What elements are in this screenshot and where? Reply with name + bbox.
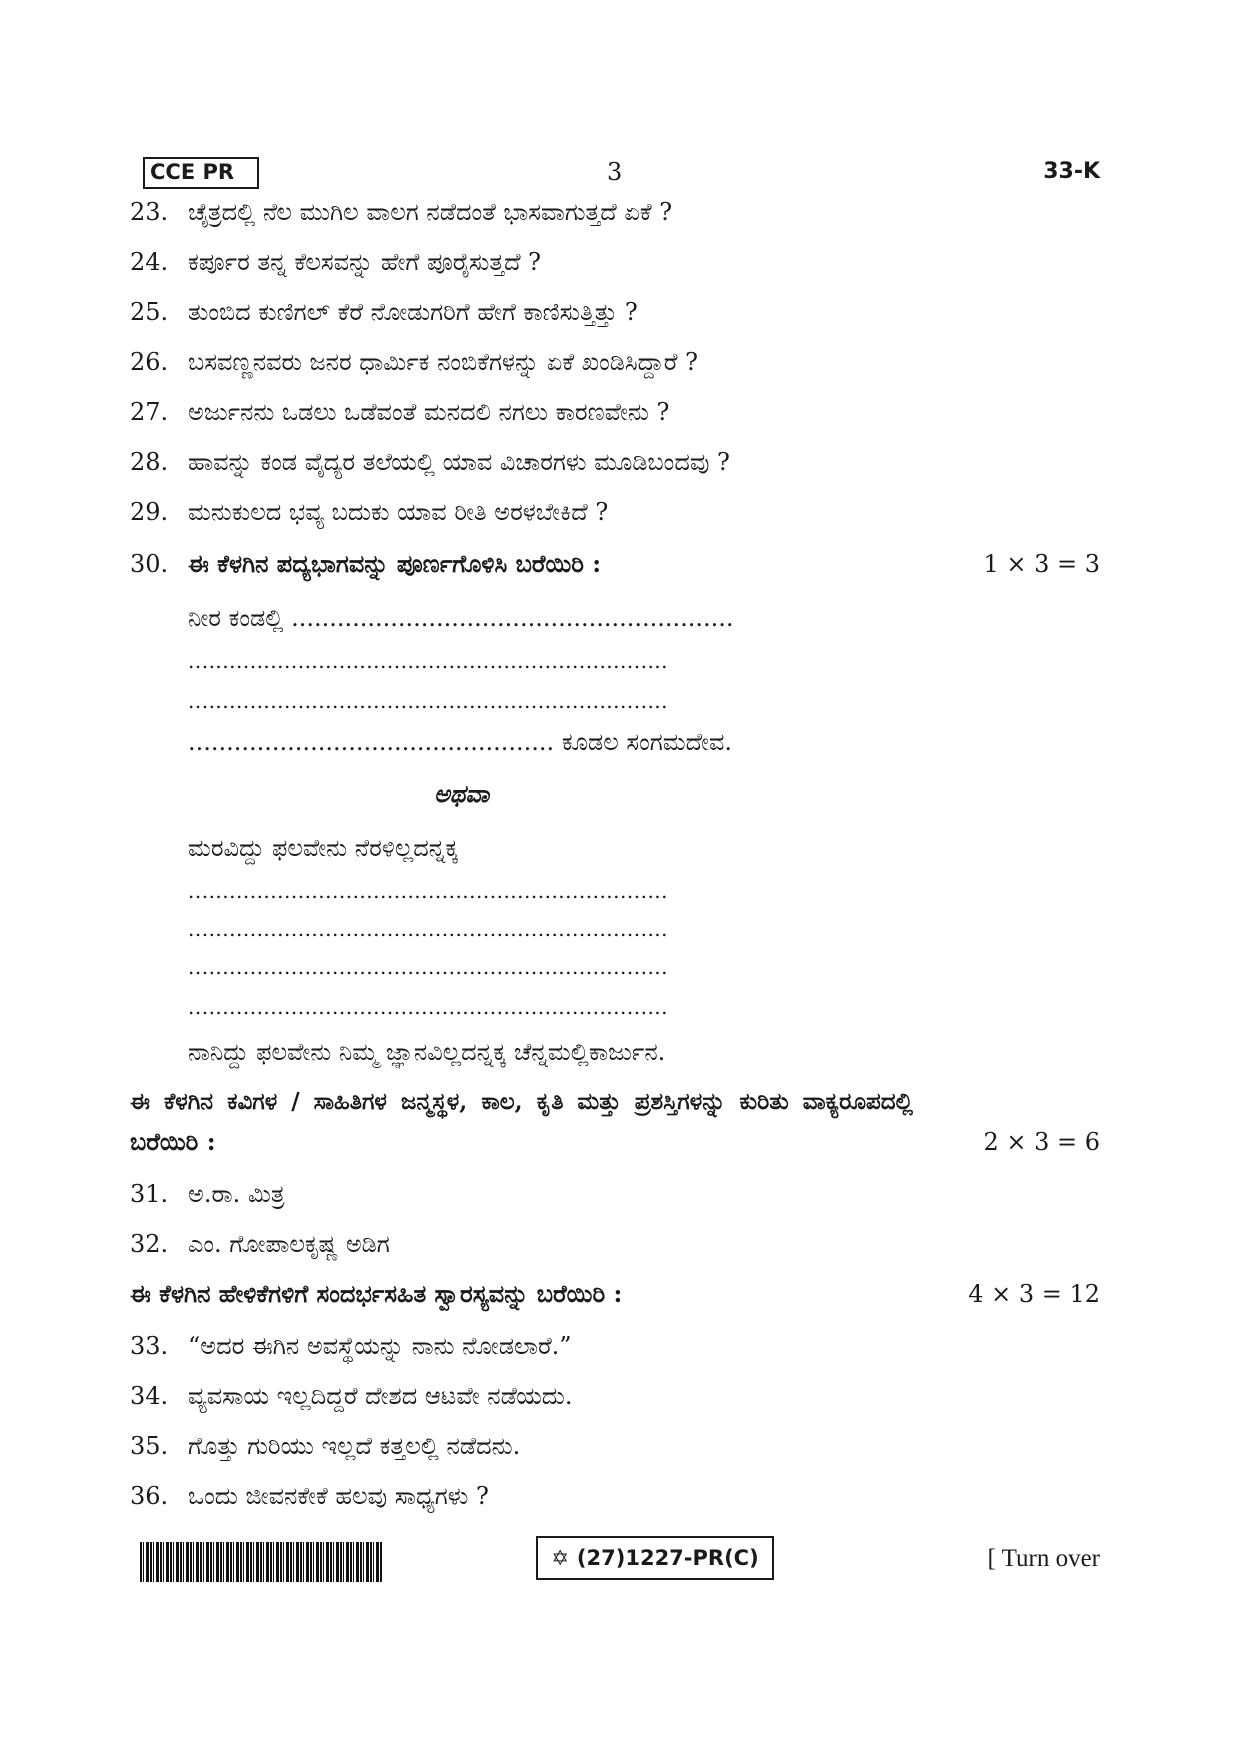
blank-line: ......................................................................: [188, 995, 669, 1019]
blank-line: ......................................................................: [188, 879, 669, 903]
question-text: ಚೈತ್ರದಲ್ಲಿ ನೆಲ ಮುಗಿಲ ವಾಲಗ ನಡೆದಂತೆ ಭಾಸವಾಗುತ್ತದೆ ಏಕೆ ?: [188, 198, 673, 226]
question-text: ಕರ್ಪೂರ ತನ್ನ ಕೆಲಸವನ್ನು ಹೇಗೆ ಪೂರೈಸುತ್ತದೆ ?: [188, 248, 542, 276]
question-number: 35.: [130, 1432, 169, 1460]
question-text: ತುಂಬಿದ ಕುಣಿಗಲ್ ಕೆರೆ ನೋಡುಗರಿಗೆ ಹೇಗೆ ಕಾಣಿಸುತ್ತಿತ್ತು ?: [188, 298, 638, 326]
section-instruction: ಬರೆಯಿರಿ :: [130, 1127, 216, 1156]
question-text: ಎಂ. ಗೋಪಾಲಕೃಷ್ಣ ಅಡಿಗ: [188, 1230, 390, 1258]
paper-code-box: [536, 1536, 774, 1580]
question-text: ವ್ಯವಸಾಯ ಇಲ್ಲದಿದ್ದರೆ ದೇಶದ ಆಟವೇ ನಡೆಯದು.: [188, 1382, 573, 1410]
question-number: 33.: [130, 1332, 169, 1360]
blank-line: ......................................................................: [188, 689, 669, 713]
question-text: ಅ.ರಾ. ಮಿತ್ರ: [188, 1180, 285, 1208]
poem-line: ಮರವಿದ್ದು ಫಲವೇನು ನೆರಳಿಲ್ಲದನ್ನಕ್ಕ: [188, 834, 459, 862]
question-number: 23.: [130, 198, 169, 226]
question-number: 36.: [130, 1482, 169, 1510]
question-number: 34.: [130, 1382, 169, 1410]
blank-line: ......................................................................: [188, 955, 669, 979]
question-number: 32.: [130, 1230, 169, 1258]
paper-code: (27)1227-PR(C): [576, 1546, 759, 1570]
question-number: 30.: [130, 550, 169, 578]
question-text: ಗೊತ್ತು ಗುರಿಯು ಇಲ್ಲದೆ ಕತ್ತಲಲ್ಲಿ ನಡೆದನು.: [188, 1432, 521, 1460]
turn-over-label: [ Turn over: [987, 1545, 1100, 1572]
question-text: ಅರ್ಜುನನು ಒಡಲು ಒಡೆವಂತೆ ಮನದಲಿ ನಗಲು ಕಾರಣವೇನು ?: [188, 398, 670, 426]
exam-code-label: CCE PR: [150, 160, 235, 184]
blank-line: ......................................................................: [188, 917, 669, 941]
section-instruction: ಈ ಕೆಳಗಿನ ಹೇಳಿಕೆಗಳಿಗೆ ಸಂದರ್ಭಸಹಿತ ಸ್ವಾರಸ್ಯವನ್ನು ಬರೆಯಿರಿ :: [130, 1279, 623, 1308]
question-number: 24.: [130, 248, 169, 276]
question-number: 26.: [130, 348, 169, 376]
or-label: ಅಥವಾ: [434, 779, 490, 808]
question-text: “ಅದರ ಈಗಿನ ಅವಸ್ಥೆಯನ್ನು ನಾನು ನೋಡಲಾರೆ.”: [188, 1332, 572, 1360]
question-number: 28.: [130, 448, 169, 476]
marks-label: 2 × 3 = 6: [983, 1128, 1100, 1156]
paper-id: 33-K: [1043, 159, 1100, 184]
star-of-david-icon: ✡: [551, 1546, 569, 1570]
question-text: ಒಂದು ಜೀವನಕೇಕೆ ಹಲವು ಸಾಧ್ಯಗಳು ?: [188, 1482, 489, 1510]
barcode: [140, 1542, 382, 1582]
question-number: 31.: [130, 1180, 169, 1208]
poem-line: ................................................ ಕೂಡಲ ಸಂಗಮದೇವ.: [188, 728, 732, 756]
page-number: 3: [607, 158, 623, 186]
blank-line: ......................................................................: [188, 649, 669, 673]
marks-label: 1 × 3 = 3: [983, 550, 1100, 578]
marks-label: 4 × 3 = 12: [968, 1280, 1100, 1308]
poem-line: ನೀರ ಕಂಡಲ್ಲಿ ..........................................................: [188, 604, 734, 632]
section-instruction: ಈ ಕೆಳಗಿನ ಕವಿಗಳ / ಸಾಹಿತಿಗಳ ಜನ್ಮಸ್ಥಳ, ಕಾಲ, ಕೃತಿ ಮತ್ತು ಪ್ರಶಸ್ತಿಗಳನ್ನು ಕುರಿತು ವಾಕ್ಯರೂಪದಲ್ಲಿ: [130, 1088, 913, 1115]
question-number: 27.: [130, 398, 169, 426]
poem-line: ನಾನಿದ್ದು ಫಲವೇನು ನಿಮ್ಮ ಜ್ಞಾನವಿಲ್ಲದನ್ನಕ್ಕ ಚೆನ್ನಮಲ್ಲಿಕಾರ್ಜುನ.: [188, 1038, 666, 1066]
question-text: ಈ ಕೆಳಗಿನ ಪದ್ಯಭಾಗವನ್ನು ಪೂರ್ಣಗೊಳಿಸಿ ಬರೆಯಿರಿ :: [188, 549, 602, 578]
question-text: ಮನುಕುಲದ ಭವ್ಯ ಬದುಕು ಯಾವ ರೀತಿ ಅರಳಬೇಕಿದೆ ?: [188, 498, 609, 526]
question-text: ಹಾವನ್ನು ಕಂಡ ವೈದ್ಯರ ತಲೆಯಲ್ಲಿ ಯಾವ ವಿಚಾರಗಳು ಮೂಡಿಬಂದವು ?: [188, 448, 730, 476]
question-number: 25.: [130, 298, 169, 326]
question-text: ಬಸವಣ್ಣನವರು ಜನರ ಧಾರ್ಮಿಕ ನಂಬಿಕೆಗಳನ್ನು ಏಕೆ ಖಂಡಿಸಿದ್ದಾರೆ ?: [188, 348, 698, 376]
question-number: 29.: [130, 498, 169, 526]
